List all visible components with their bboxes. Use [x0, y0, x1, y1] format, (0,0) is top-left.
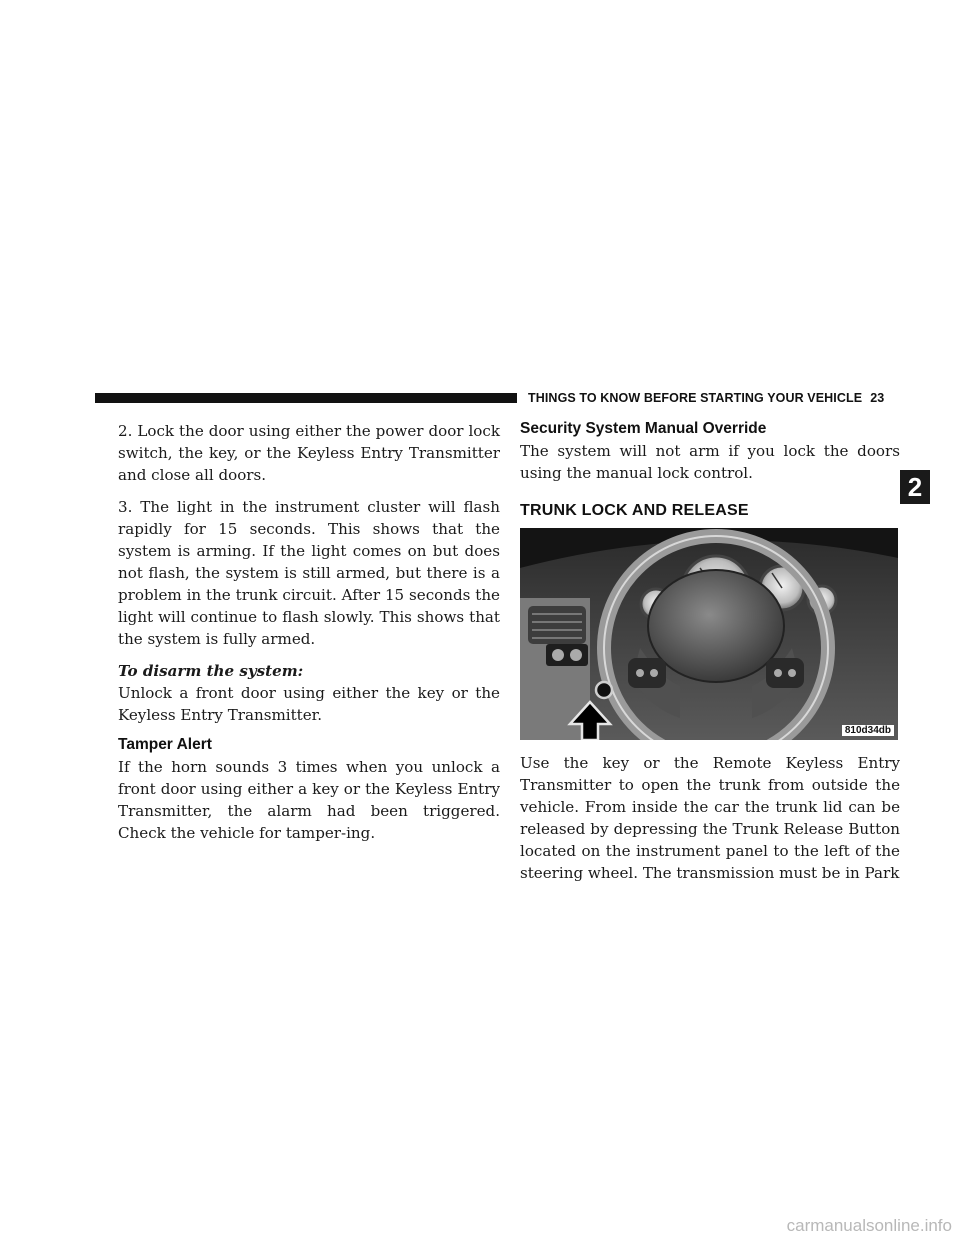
step-2-paragraph: 2. Lock the door using either the power door lock switch, the key, or the Keyless Entry Transmitter and close all doors.	[118, 422, 500, 484]
figure-code: 810d34db	[842, 725, 894, 736]
trunk-release-paragraph: Use the key or the Remote Keyless Entry Transmitter to open the trunk from outside the vehicle. From inside the car the trunk lid can be released by depressing the Trunk Release Button located on the instrument panel to the left of the steering wheel. The transmission must be in Park	[520, 754, 900, 882]
trunk-release-figure	[520, 528, 898, 740]
running-head	[528, 391, 900, 405]
left-column	[118, 420, 500, 854]
manual-override-heading: Security System Manual Override	[520, 420, 767, 437]
running-head-title: THINGS TO KNOW BEFORE STARTING YOUR VEHICLE	[528, 391, 863, 405]
right-wheel-controls	[766, 658, 804, 688]
disarm-heading: To disarm the system:	[118, 662, 304, 680]
trunk-release-button	[596, 682, 612, 698]
disarm-paragraph: Unlock a front door using either the key or the Keyless Entry Transmitter.	[118, 684, 500, 724]
page-number: 23	[870, 391, 885, 405]
step-3-paragraph: 3. The light in the instrument cluster will flash rapidly for 15 seconds. This shows that the system is arming. If the light comes on but does not flash, the system is still armed, but there is a problem in the trunk circuit. After 15 seconds the light will continue to flash slowly. This shows that the system is fully armed.	[118, 498, 500, 648]
steering-wheel-illustration	[520, 528, 898, 740]
right-column	[520, 420, 900, 894]
left-wheel-controls	[628, 658, 666, 688]
tamper-alert-paragraph: If the horn sounds 3 times when you unlock a front door using either a key or the Keyless Entry Transmitter, the alarm had been triggered. Check the vehicle for tamper-ing.	[118, 758, 500, 842]
site-watermark: carmanualsonline.info	[786, 1216, 952, 1235]
airbag-hub	[648, 570, 784, 682]
manual-override-paragraph: The system will not arm if you lock the doors using the manual lock control.	[520, 442, 900, 482]
trunk-lock-heading: TRUNK LOCK AND RELEASE	[520, 502, 749, 519]
header-rule	[95, 393, 517, 403]
chapter-tab[interactable]: 2	[900, 470, 930, 504]
tamper-alert-heading: Tamper Alert	[118, 736, 212, 753]
